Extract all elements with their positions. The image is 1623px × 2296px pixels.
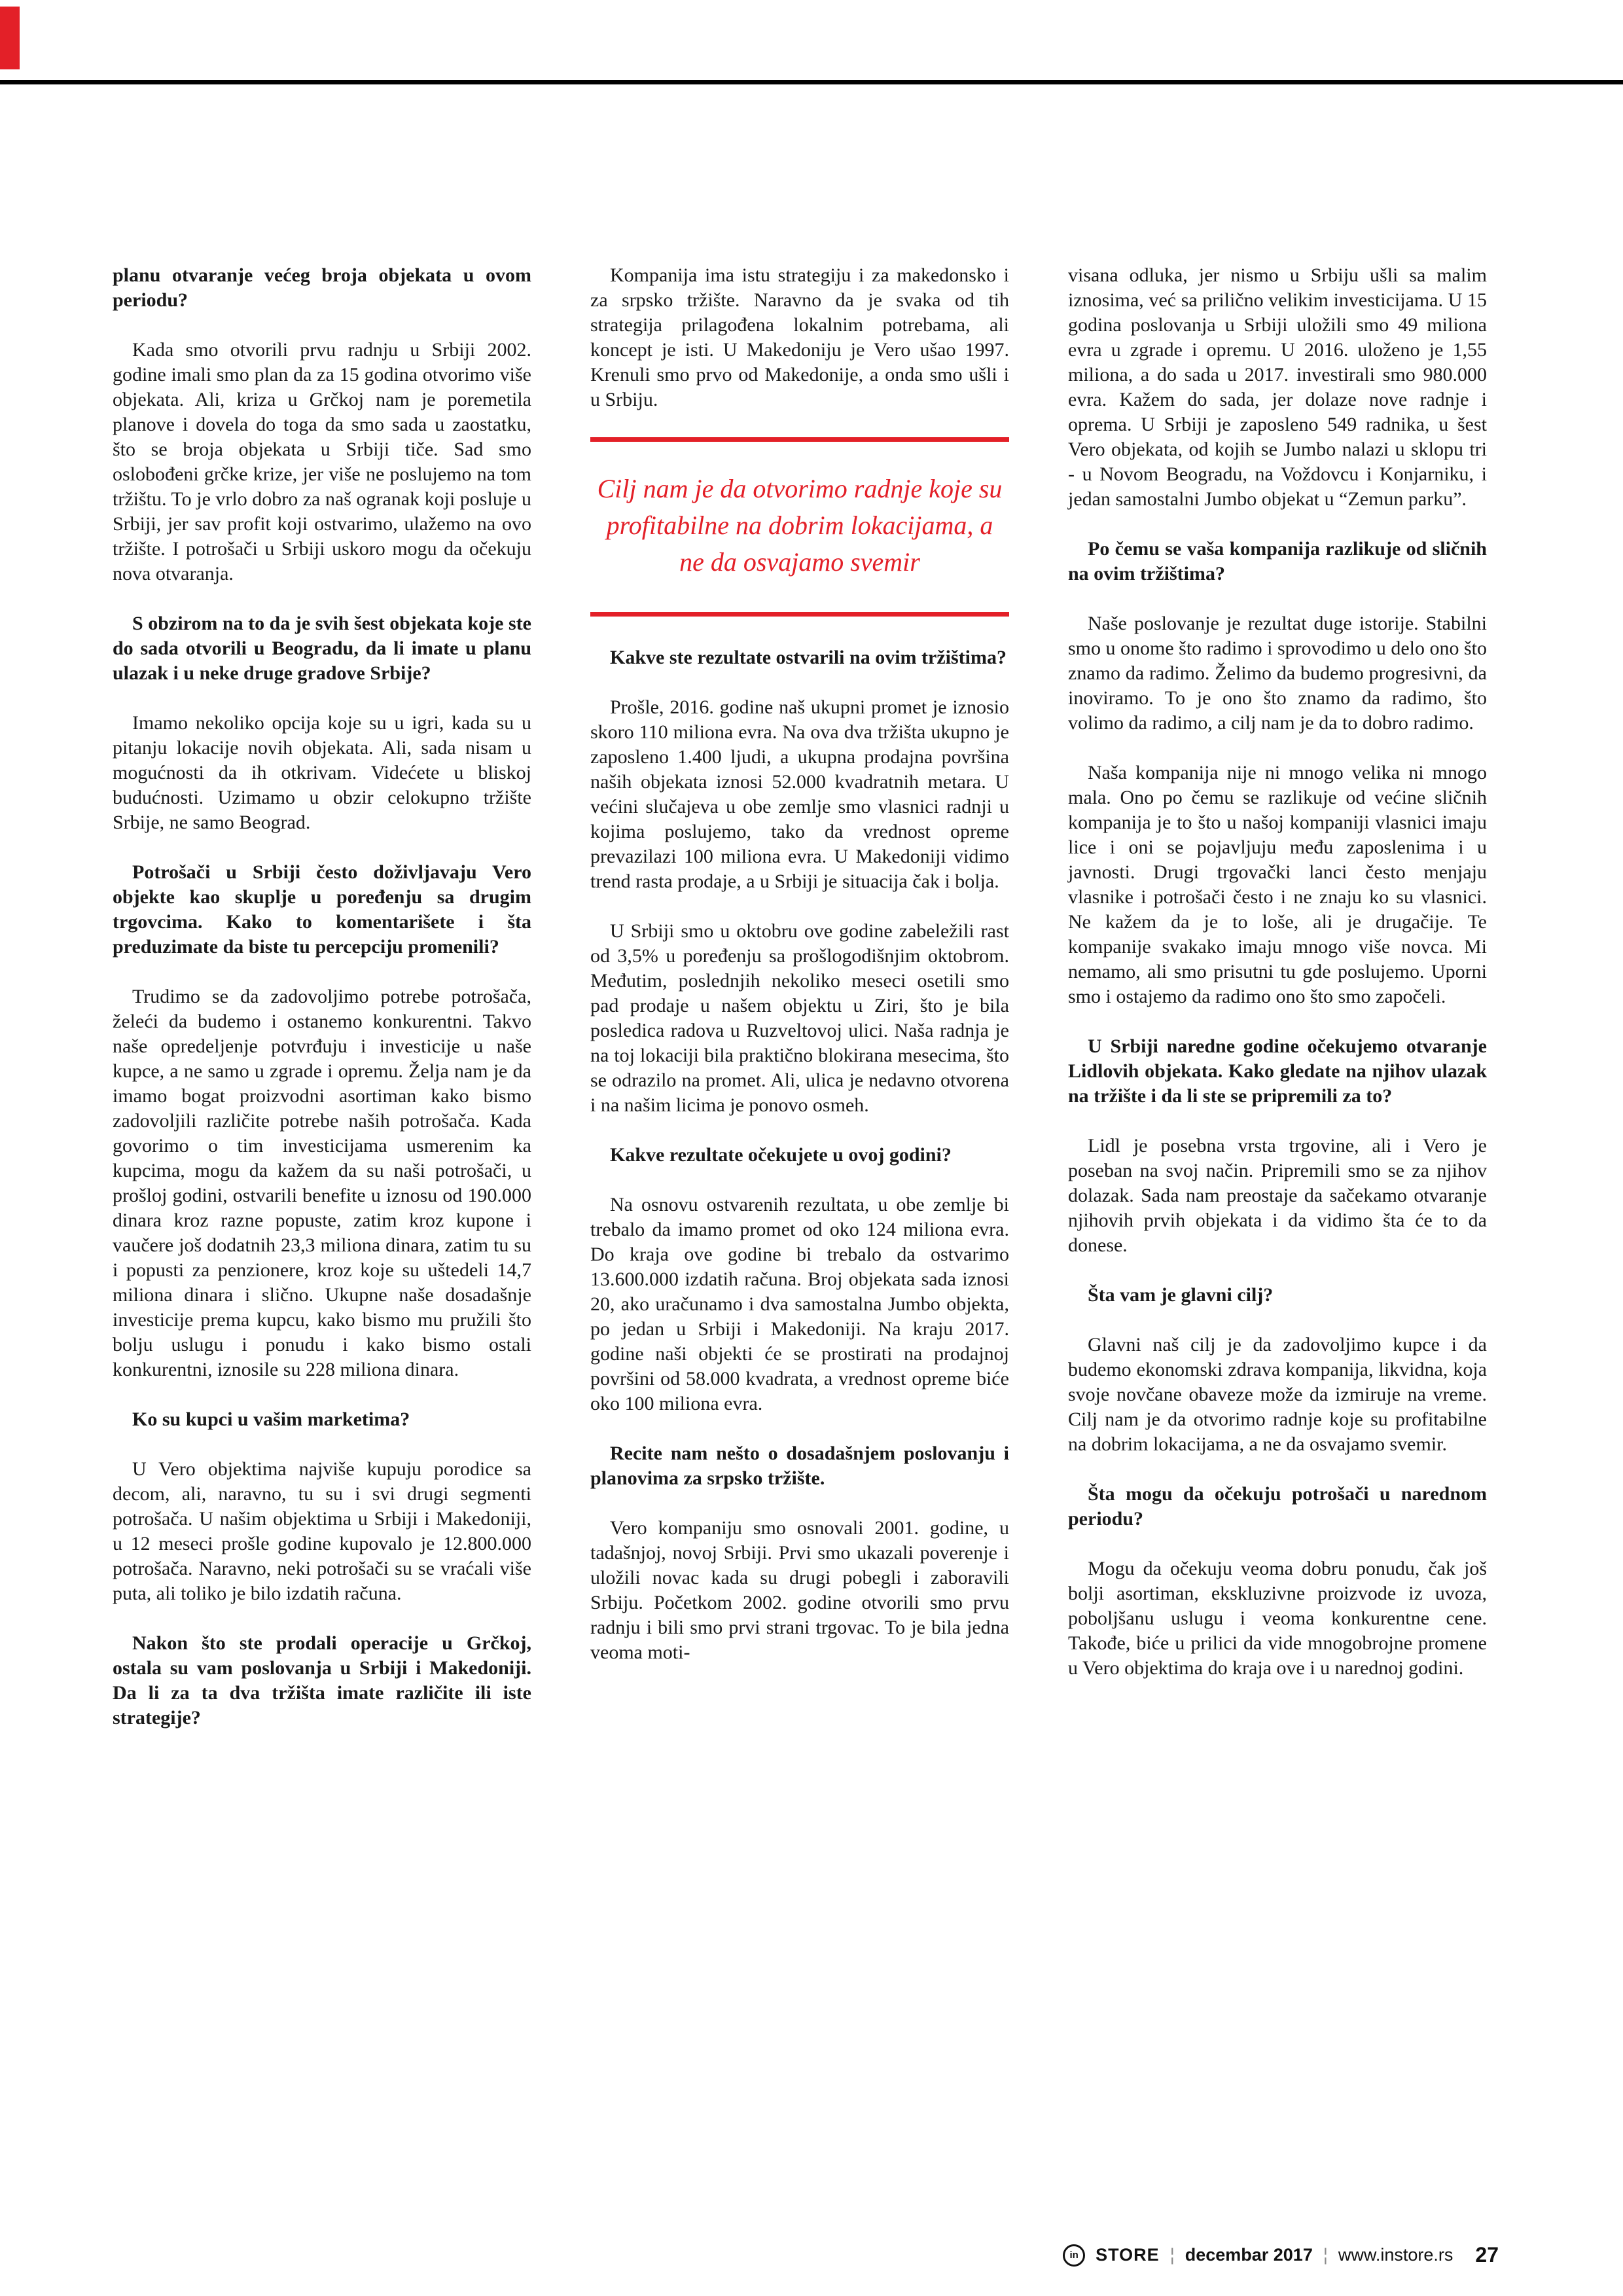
column-left — [113, 263, 531, 1755]
question: U Srbiji naredne godine očekujemo otvaranje Lidlovih objekata. Kako gledate na njihov ulazak na tržište i da li ste se pripremili za to? — [1068, 1035, 1487, 1107]
paragraph: Imamo nekoliko opcija koje su u igri, kada su u pitanju lokacije novih objekata. Ali, sada nisam u mogućnosti da ih otkrivam. Videćete u bliskoj budućnosti. Uzimamo u obzir celokupno tržište Srbije, ne samo Beograd. — [113, 712, 531, 833]
instore-logo-icon: in — [1063, 2244, 1085, 2267]
column-right — [1068, 263, 1487, 1755]
question: Kakve ste rezultate ostvarili na ovim tržištima? — [610, 647, 1007, 668]
page-footer — [1063, 2243, 1499, 2267]
red-corner-mark — [0, 7, 20, 69]
question: Nakon što ste prodali operacije u Grčkoj, ostala su vam poslovanja u Srbiji i Makedoniji. Da li za ta dva tržišta imate različite ili iste strategije? — [113, 1632, 531, 1729]
paragraph: Vero kompaniju smo osnovali 2001. godine, u tadašnjoj, novoj Srbiji. Prvi smo ukazali poverenje i uložili novac kada su drugi pobegli i zaboravili Srbiju. Početkom 2002. godine otvorili smo prvu radnju i bili smo prvi strani trgovac. To je bila jedna veoma moti- — [590, 1517, 1009, 1663]
paragraph: U Srbiji smo u oktobru ove godine zabeležili rast od 3,5% u poređenju sa prošlogodišnjim oktobrom. Međutim, poslednjih nekoliko meseci osetili smo pad prodaje u našem objektu u Ziri, što je bila posledica radova u Ruzveltovoj ulici. Naša radnja je na toj lokaciji bila praktično blokirana mesecima, što se odrazilo na promet. Ali, ulica je nedavno otvorena i na našim licima je ponovo osmeh. — [590, 920, 1009, 1116]
question: Kakve rezultate očekujete u ovoj godini? — [610, 1144, 952, 1166]
question: Recite nam nešto o dosadašnjem poslovanju i planovima za srpsko tržište. — [590, 1443, 1009, 1489]
question-continued: planu otvaranje većeg broja objekata u ovom periodu? — [113, 264, 531, 311]
paragraph: Mogu da očekuju veoma dobru ponudu, čak još bolji asortiman, ekskluzivne proizvode iz uvoza, poboljšanu uslugu i veoma konkurentne cene. Takođe, biće u prilici da vide mnogobrojne promene u Vero objektima do kraja ove i u narednoj godini. — [1068, 1558, 1487, 1679]
paragraph: Kada smo otvorili prvu radnju u Srbiji 2002. godine imali smo plan da za 15 godina otvorimo više objekata. Ali, kriza u Grčkoj nam je poremetila planove i dovela do toga da smo sada u zaostatku, što se broja objekata u Srbiji tiče. Sad smo oslobođeni grčke krize, jer više ne poslujemo na tom tržištu. To je vrlo dobro za naš ogranak koji posluje u Srbiji, jer sav profit koji ostvarimo, ulažemo na ovo tržište. I potrošači u Srbiji uskoro mogu da očekuju nova otvaranja. — [113, 339, 531, 584]
footer-divider: ¦ — [1323, 2245, 1328, 2265]
paragraph: Lidl je posebna vrsta trgovine, ali i Vero je poseban na svoj način. Pripremili smo se za njihov dolazak. Sada nam preostaje da sačekamo otvaranje njihovih prvih objekata i da vidimo šta će to da donese. — [1068, 1135, 1487, 1256]
footer-url: www.instore.rs — [1338, 2245, 1454, 2265]
page-number: 27 — [1475, 2243, 1499, 2267]
column-middle — [590, 263, 1009, 1755]
footer-brand: STORE — [1096, 2245, 1160, 2265]
paragraph: Kompanija ima istu strategiju i za makedonsko i za srpsko tržište. Naravno da je svaka od tih strategija prilagođena lokalnim potrebama, ali koncept je isti. U Makedoniju je Vero ušao 1997. Krenuli smo prvo od Makedonije, a onda smo ušli i u Srbiju. — [590, 264, 1009, 410]
paragraph: U Vero objektima najviše kupuju porodice sa decom, ali, naravno, tu su i svi drugi segmenti potrošača. U našim objektima u Srbiji i Makedoniji, u 12 meseci prošle godine kupovalo je 12.800.000 potrošača. Naravno, neki potrošači su se vraćali više puta, ali toliko je bilo izdatih računa. — [113, 1458, 531, 1604]
paragraph-continued: visana odluka, jer nismo u Srbiju ušli sa malim iznosima, već sa prilično velikim investicijama. U 15 godina poslovanja u Srbiji uložili smo 49 miliona evra u zgrade i opremu. U 2016. uloženo je 1,55 miliona, a do sada u 2017. investirali smo 980.000 evra. Kažem do sada, jer dolaze nove radnje i oprema. U Srbiji je zaposleno 549 radnika, u šest Vero objekata, od kojih se Jumbo nalazi u sklopu tri - u Novom Beogradu, na Voždovcu i Konjarniku, i jedan samostalni Jumbo objekat u “Zemun parku”. — [1068, 264, 1487, 510]
paragraph: Naša kompanija nije ni mnogo velika ni mnogo mala. Ono po čemu se razlikuje od većine sličnih kompanija je to što u našoj kompaniji vlasnici imaju lice i oni se pojavljuju među zaposlenima i u javnosti. Drugi trgovački lanci često menjaju vlasnike i potrošači često i ne znaju ko su vlasnici. Ne kažem da je to loše, ali je drugačije. Te kompanije svakako imaju mnogo više novca. Mi nemamo, ali smo prisutni tu gde poslujemo. Uporni smo i ostajemo da radimo ono što smo započeli. — [1068, 762, 1487, 1007]
question: Ko su kupci u vašim marketima? — [132, 1408, 410, 1430]
header-rule — [0, 80, 1623, 84]
question: Po čemu se vaša kompanija razlikuje od sličnih na ovim tržištima? — [1068, 538, 1487, 584]
paragraph: Trudimo se da zadovoljimo potrebe potrošača, želeći da budemo i ostanemo konkurentni. Takvo naše opredeljenje potvrđuju i investicije u naše kupce, a ne samo u zgrade i opremu. Želja nam je da imamo bogat proizvodni asortiman kako bismo zadovoljili različite potrebe naših potrošača. Kada govorimo o tim investicijama usmerenim ka kupcima, mogu da kažem da su naši potrošači, u prošloj godini, ostvarili benefite u iznosu od 190.000 dinara kroz razne popuste, zatim kroz kupone i vaučere još dodatnih 23,3 miliona dinara, zatim tu su i popusti za penzionere, kroz koje su uštedeli 14,7 miliona dinara i slično. Ukupne naše dosadašnje investicije prema kupcu, kako bismo mu pružili što bolju uslugu i ponudu i kako bismo ostali konkurentni, iznosile su 228 miliona dinara. — [113, 986, 531, 1380]
question: S obzirom na to da je svih šest objekata koje ste do sada otvorili u Beogradu, da li imate u planu ulazak i u neke druge gradove Srbije? — [113, 613, 531, 684]
question: Šta mogu da očekuju potrošači u narednom periodu? — [1068, 1483, 1487, 1530]
pull-quote — [590, 437, 1009, 617]
article-body — [113, 263, 1487, 1755]
paragraph: Prošle, 2016. godine naš ukupni promet je iznosio skoro 110 miliona evra. Na ova dva tržišta ukupno je zaposleno 1.400 ljudi, a ukupna prodajna površina naših objekata iznosi 52.000 kvadratnih metara. U većini slučajeva u obe zemlje smo vlasnici radnji u kojima poslujemo, tako da vrednost opreme prevazilazi 100 miliona evra. U Makedoniji vidimo trend rasta prodaje, a u Srbiji je situacija čak i bolja. — [590, 696, 1009, 892]
footer-divider: ¦ — [1169, 2245, 1175, 2265]
pull-quote-text: Cilj nam je da otvorimo radnje koje su profitabilne na dobrim lokacijama, a ne da osvajamo svemir — [597, 474, 1003, 577]
paragraph: Glavni naš cilj je da zadovoljimo kupce i da budemo ekonomski zdrava kompanija, likvidna, koja svoje novčane obaveze može da izmiruje na vreme. Cilj nam je da otvorimo radnje koje su profitabilne na dobrim lokacijama, a ne da osvajamo svemir. — [1068, 1334, 1487, 1455]
footer-date: decembar 2017 — [1185, 2245, 1313, 2265]
paragraph: Na osnovu ostvarenih rezultata, u obe zemlje bi trebalo da imamo promet od oko 124 miliona evra. Do kraja ove godine bi trebalo da ostvarimo 13.600.000 izdatih računa. Broj objekata sada iznosi 20, ako uračunamo i dva samostalna Jumbo objekta, po jedan u Srbiji i Makedoniji. Na kraju 2017. godine naši objekti će se prostirati na prodajnoj površini od 58.000 kvadrata, a vrednost opreme biće oko 100 miliona evra. — [590, 1194, 1009, 1414]
question: Potrošači u Srbiji često doživljavaju Vero objekte kao skuplje u poređenju sa drugim trgovcima. Kako to komentarišete i šta preduzimate da biste tu percepciju promenili? — [113, 861, 531, 958]
question: Šta vam je glavni cilj? — [1088, 1284, 1274, 1306]
paragraph: Naše poslovanje je rezultat duge istorije. Stabilni smo u onome što radimo i sprovodimo u delo ono što znamo da radimo. Želimo da budemo progresivni, da inoviramo. To je ono što znamo da radimo, što volimo da radimo, a cilj nam je da to dobro radimo. — [1068, 613, 1487, 734]
